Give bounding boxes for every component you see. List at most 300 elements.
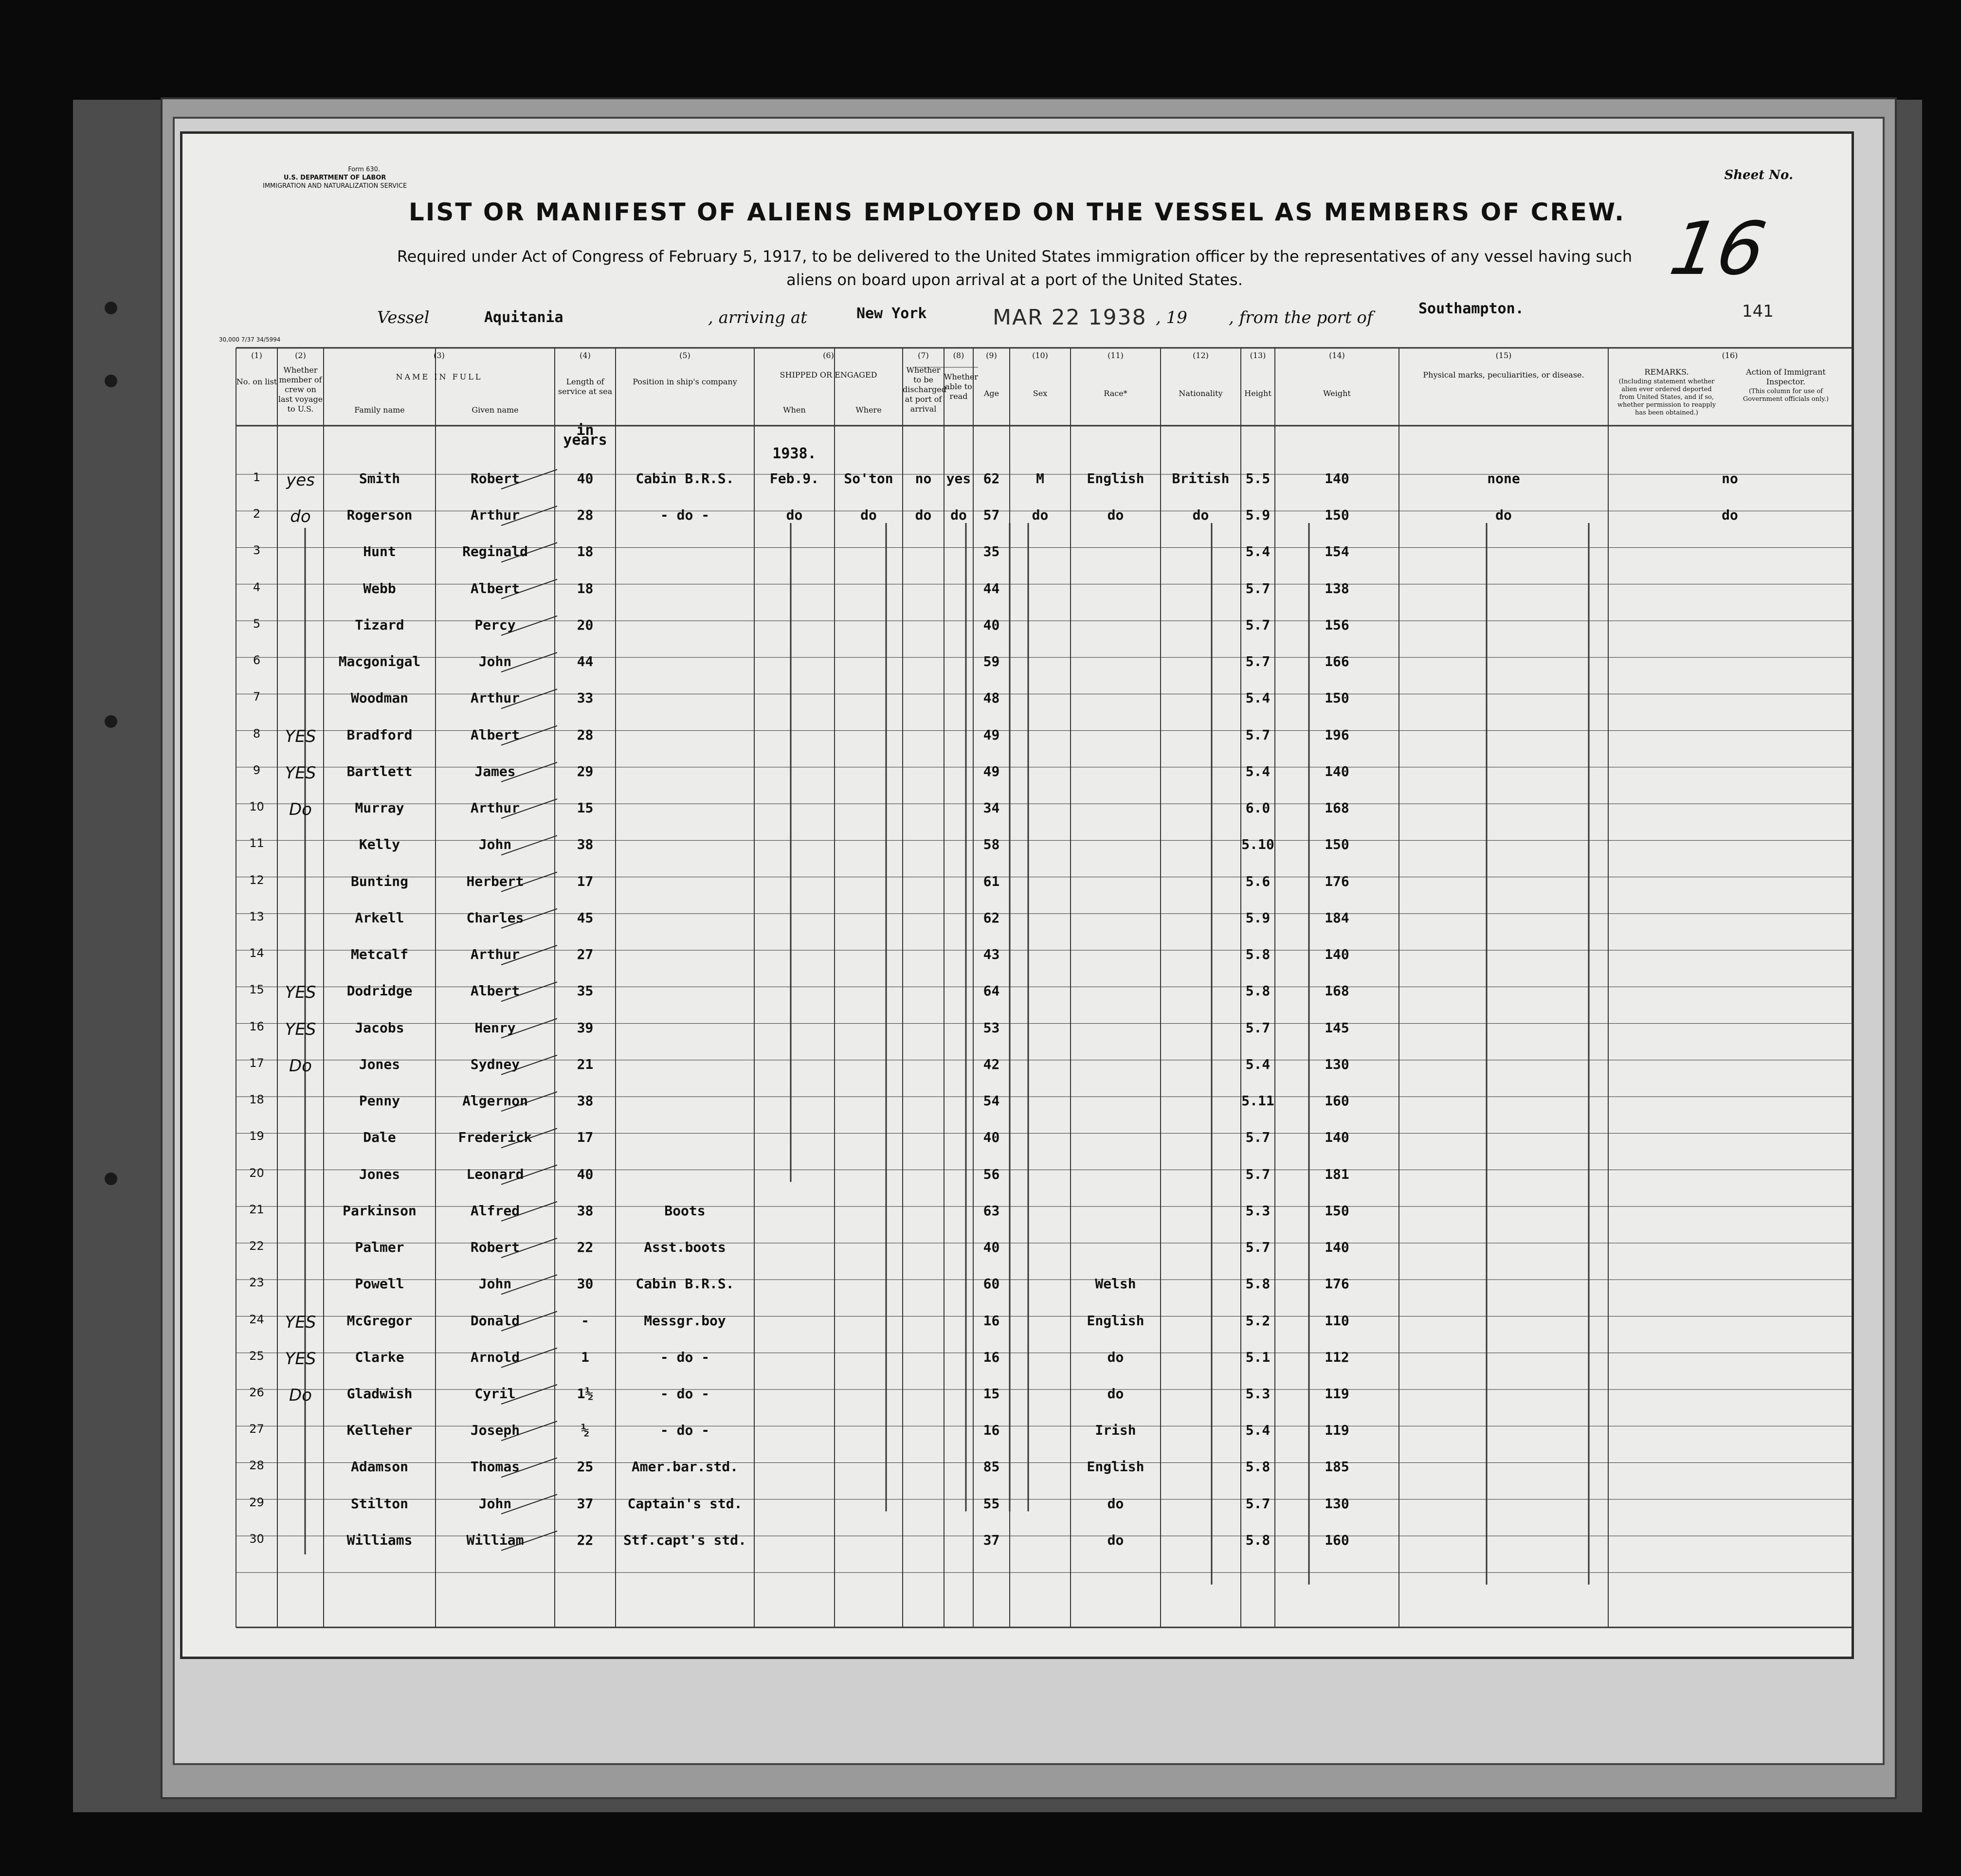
column-number: (7) <box>918 351 929 360</box>
row-number: 23 <box>249 1276 264 1290</box>
length-service-cell: 33 <box>577 690 594 706</box>
weight-cell: 112 <box>1325 1349 1349 1365</box>
weight-cell: 140 <box>1325 763 1349 779</box>
family-name-cell: Parkinson <box>343 1202 417 1219</box>
row-number: 7 <box>253 690 261 704</box>
given-name-cell: Algernon <box>462 1093 528 1109</box>
length-service-cell: 40 <box>577 470 594 487</box>
row-number: 17 <box>249 1056 264 1070</box>
length-service-cell: 1 <box>581 1349 589 1365</box>
vessel-label: Vessel <box>377 308 430 327</box>
weight-cell: 150 <box>1325 690 1349 706</box>
sheet-label: Sheet No. <box>1724 168 1793 182</box>
header-previous-voyage: Whether member of crew on last voyage to U.S. <box>278 365 323 414</box>
weight-cell: 140 <box>1325 1129 1349 1146</box>
weight-cell: 185 <box>1325 1459 1349 1475</box>
row-number: 15 <box>249 983 264 997</box>
year-entry: 1938. <box>772 445 817 462</box>
weight-cell: 166 <box>1325 653 1349 670</box>
race-cell: English <box>1087 1459 1144 1475</box>
previous-voyage-cell: YES <box>285 1312 316 1332</box>
family-name-cell: McGregor <box>346 1312 413 1329</box>
column-number: (2) <box>295 351 306 360</box>
header-weight: Weight <box>1323 389 1351 398</box>
length-service-cell: 30 <box>577 1276 594 1292</box>
length-service-cell: 22 <box>577 1532 594 1548</box>
height-cell: 5.9 <box>1245 507 1271 523</box>
previous-voyage-cell: YES <box>285 726 316 746</box>
height-cell: 5.7 <box>1245 1166 1271 1182</box>
family-name-cell: Hunt <box>363 543 396 560</box>
header-family-name: Family name <box>354 405 405 415</box>
length-service-cell: 20 <box>577 616 594 633</box>
weight-cell: 130 <box>1325 1495 1349 1512</box>
when-cell: do <box>786 507 803 523</box>
given-name-cell: Arthur <box>470 690 520 706</box>
physical-marks-cell: do <box>1495 507 1512 523</box>
family-name-cell: Bradford <box>346 726 413 743</box>
height-cell: 5.7 <box>1245 653 1271 670</box>
row-number: 27 <box>249 1422 264 1436</box>
row-number: 16 <box>249 1019 264 1033</box>
service-name: IMMIGRATION AND NATURALIZATION SERVICE <box>263 182 407 190</box>
length-service-cell: ½ <box>581 1422 589 1439</box>
weight-cell: 160 <box>1325 1532 1349 1548</box>
length-service-cell: 44 <box>577 653 594 670</box>
discharged-cell: no <box>915 470 932 487</box>
given-name-cell: Thomas <box>470 1459 520 1475</box>
given-name-cell: Arthur <box>470 800 520 816</box>
weight-cell: 168 <box>1325 983 1349 999</box>
header-action: Action of Immigrant Inspector. <box>1746 367 1826 386</box>
subtitle-line: Required under Act of Congress of February 5, 1917, to be delivered to the United States immigration officer by the representatives of any vessel having such <box>397 247 1633 266</box>
length-service-cell: 18 <box>577 543 594 560</box>
column-number: (16) <box>1722 351 1738 360</box>
row-number: 26 <box>249 1386 264 1399</box>
family-name-cell: Jones <box>359 1166 400 1182</box>
previous-voyage-cell: yes <box>286 470 315 490</box>
column-number: (13) <box>1250 351 1266 360</box>
family-name-cell: Dodridge <box>346 983 413 999</box>
race-cell: do <box>1107 1386 1124 1402</box>
remarks-cell: no <box>1722 470 1738 487</box>
age-cell: 56 <box>983 1166 1000 1182</box>
height-cell: 5.2 <box>1245 1312 1271 1329</box>
family-name-cell: Gladwish <box>346 1386 413 1402</box>
age-cell: 48 <box>983 690 1000 706</box>
position-cell: Stf.capt's std. <box>623 1532 746 1548</box>
column-number: (4) <box>580 351 591 360</box>
age-cell: 54 <box>983 1093 1000 1109</box>
weight-cell: 156 <box>1325 616 1349 633</box>
row-number: 21 <box>249 1202 264 1216</box>
height-cell: 5.1 <box>1245 1349 1271 1365</box>
subtitle-line: aliens on board upon arrival at a port of the United States. <box>786 271 1243 289</box>
given-name-cell: James <box>474 763 516 779</box>
position-cell: - do - <box>660 1349 710 1365</box>
position-cell: Boots <box>664 1202 706 1219</box>
height-cell: 5.3 <box>1245 1386 1271 1402</box>
length-service-cell: 38 <box>577 1093 594 1109</box>
race-cell: do <box>1107 507 1124 523</box>
age-cell: 55 <box>983 1495 1000 1512</box>
header-where: Where <box>855 405 882 415</box>
where-cell: So'ton <box>844 470 893 487</box>
given-name-cell: William <box>466 1532 524 1548</box>
length-service-cell: 45 <box>577 909 594 926</box>
length-service-cell: 38 <box>577 836 594 853</box>
position-cell: - do - <box>660 1422 710 1439</box>
age-cell: 61 <box>983 873 1000 889</box>
length-service-cell: 38 <box>577 1202 594 1219</box>
column-number: (3) <box>434 351 445 360</box>
given-name-cell: Cyril <box>474 1386 516 1402</box>
row-number: 30 <box>249 1532 264 1546</box>
column-number: (15) <box>1495 351 1512 360</box>
length-service-cell: - <box>581 1312 589 1329</box>
nationality-cell: British <box>1172 470 1230 487</box>
given-name-cell: Albert <box>470 726 520 743</box>
age-cell: 57 <box>983 507 1000 523</box>
family-name-cell: Jones <box>359 1056 400 1072</box>
length-service-cell: 28 <box>577 507 594 523</box>
family-name-cell: Powell <box>355 1276 404 1292</box>
header-sex: Sex <box>1033 389 1048 398</box>
given-name-cell: Arnold <box>470 1349 520 1365</box>
weight-cell: 110 <box>1325 1312 1349 1329</box>
family-name-cell: Williams <box>346 1532 413 1548</box>
length-service-cell: 37 <box>577 1495 594 1512</box>
age-cell: 49 <box>983 726 1000 743</box>
header-shipped-engaged: SHIPPED OR ENGAGED <box>780 370 877 379</box>
able-read-cell: do <box>950 507 967 523</box>
race-cell: English <box>1087 1312 1144 1329</box>
header-race: Race* <box>1104 389 1127 398</box>
header-in-years: in years <box>563 422 607 449</box>
race-cell: English <box>1087 470 1144 487</box>
age-cell: 44 <box>983 580 1000 596</box>
length-service-cell: 40 <box>577 1166 594 1182</box>
header-given-name: Given name <box>472 405 519 415</box>
given-name-cell: Percy <box>474 616 516 633</box>
position-cell: Cabin B.R.S. <box>636 1276 734 1292</box>
weight-cell: 150 <box>1325 1202 1349 1219</box>
age-cell: 64 <box>983 983 1000 999</box>
weight-cell: 168 <box>1325 800 1349 816</box>
age-cell: 42 <box>983 1056 1000 1072</box>
age-cell: 62 <box>983 909 1000 926</box>
family-name-cell: Jacobs <box>355 1019 404 1036</box>
height-cell: 5.4 <box>1245 763 1271 779</box>
length-service-cell: 29 <box>577 763 594 779</box>
column-number: (9) <box>986 351 997 360</box>
age-cell: 62 <box>983 470 1000 487</box>
department-name: U.S. DEPARTMENT OF LABOR <box>283 174 386 181</box>
age-cell: 16 <box>983 1422 1000 1439</box>
weight-cell: 140 <box>1325 1239 1349 1256</box>
height-cell: 5.9 <box>1245 909 1271 926</box>
row-number: 29 <box>249 1495 264 1509</box>
family-name-cell: Bunting <box>350 873 408 889</box>
header-height: Height <box>1244 389 1271 398</box>
row-number: 18 <box>249 1093 264 1107</box>
header-discharged: Whether to be discharged at port of arrival <box>903 365 946 414</box>
row-number: 14 <box>249 946 264 960</box>
family-name-cell: Dale <box>363 1129 396 1146</box>
header-position: Position in ship's company <box>633 377 737 386</box>
row-number: 9 <box>253 763 261 777</box>
family-name-cell: Murray <box>355 800 404 816</box>
age-cell: 40 <box>983 1239 1000 1256</box>
weight-cell: 119 <box>1325 1422 1349 1439</box>
height-cell: 5.4 <box>1245 690 1271 706</box>
given-name-cell: John <box>478 653 512 670</box>
age-cell: 37 <box>983 1532 1000 1548</box>
previous-voyage-cell: YES <box>285 1349 316 1369</box>
row-number: 5 <box>253 616 261 631</box>
column-number <box>1852 351 1854 361</box>
row-number: 3 <box>253 543 261 558</box>
given-name-cell: John <box>478 836 512 853</box>
age-cell: 58 <box>983 836 1000 853</box>
height-cell: 5.4 <box>1245 1056 1271 1072</box>
row-number: 2 <box>253 507 261 521</box>
age-cell: 34 <box>983 800 1000 816</box>
family-name-cell: Smith <box>359 470 400 487</box>
position-cell: Captain's std. <box>627 1495 743 1512</box>
family-name-cell: Tizard <box>355 616 404 633</box>
row-number: 8 <box>253 726 261 740</box>
race-cell: do <box>1107 1495 1124 1512</box>
weight-cell: 140 <box>1325 946 1349 963</box>
family-name-cell: Bartlett <box>346 763 413 779</box>
weight-cell: 130 <box>1325 1056 1349 1072</box>
age-cell: 85 <box>983 1459 1000 1475</box>
height-cell: 5.8 <box>1245 983 1271 999</box>
age-cell: 49 <box>983 763 1000 779</box>
length-service-cell: 18 <box>577 580 594 596</box>
header-no-on-list: No. on list <box>236 377 277 386</box>
row-number: 10 <box>249 800 264 814</box>
weight-cell: 140 <box>1325 470 1349 487</box>
height-cell: 5.6 <box>1245 873 1271 889</box>
family-name-cell: Clarke <box>355 1349 404 1365</box>
age-cell: 60 <box>983 1276 1000 1292</box>
arriving-label: , arriving at <box>708 308 807 327</box>
header-able-read: Whether able to read <box>944 372 979 401</box>
height-cell: 5.4 <box>1245 1422 1271 1439</box>
where-cell: do <box>860 507 877 523</box>
family-name-cell: Woodman <box>350 690 408 706</box>
height-cell: 5.8 <box>1245 1532 1271 1548</box>
weight-cell: 184 <box>1325 909 1349 926</box>
row-number: 22 <box>249 1239 264 1253</box>
previous-voyage-cell: Do <box>289 800 312 820</box>
page-number: 141 <box>1742 302 1774 321</box>
nationality-cell: do <box>1192 507 1209 523</box>
row-number: 25 <box>249 1349 264 1363</box>
height-cell: 5.8 <box>1245 1459 1271 1475</box>
weight-cell: 150 <box>1325 836 1349 853</box>
given-name-cell: Albert <box>470 983 520 999</box>
position-cell: Messgr.boy <box>644 1312 726 1329</box>
length-service-cell: 39 <box>577 1019 594 1036</box>
age-cell: 15 <box>983 1386 1000 1402</box>
position-cell: Amer.bar.std. <box>631 1459 739 1475</box>
weight-cell: 138 <box>1325 580 1349 596</box>
from-port-label: , from the port of <box>1229 308 1373 327</box>
position-cell: Asst.boots <box>644 1239 726 1256</box>
height-cell: 6.0 <box>1245 800 1271 816</box>
height-cell: 5.5 <box>1245 470 1271 487</box>
document-title: LIST OR MANIFEST OF ALIENS EMPLOYED ON THE VESSEL AS MEMBERS OF CREW. <box>408 198 1626 226</box>
height-cell: 5.8 <box>1245 1276 1271 1292</box>
age-cell: 40 <box>983 616 1000 633</box>
physical-marks-cell: none <box>1487 470 1520 487</box>
height-cell: 5.11 <box>1241 1093 1274 1109</box>
height-cell: 5.7 <box>1245 1239 1271 1256</box>
date-stamp: MAR 22 1938 <box>993 305 1147 330</box>
family-name-cell: Stilton <box>350 1495 408 1512</box>
family-name-cell: Penny <box>359 1093 400 1109</box>
row-number: 12 <box>249 873 264 887</box>
family-name-cell: Macgonigal <box>338 653 421 670</box>
previous-voyage-cell: YES <box>285 1019 316 1039</box>
height-cell: 5.10 <box>1241 836 1274 853</box>
weight-cell: 181 <box>1325 1166 1349 1182</box>
weight-cell: 119 <box>1325 1386 1349 1402</box>
given-name-cell: Leonard <box>466 1166 524 1182</box>
row-number: 24 <box>249 1312 264 1326</box>
family-name-cell: Kelleher <box>346 1422 413 1439</box>
position-cell: - do - <box>660 1386 710 1402</box>
position-cell: Cabin B.R.S. <box>636 470 734 487</box>
discharged-cell: do <box>915 507 932 523</box>
column-number: (10) <box>1032 351 1048 360</box>
age-cell: 40 <box>983 1129 1000 1146</box>
header-age: Age <box>983 389 999 398</box>
weight-cell: 150 <box>1325 507 1349 523</box>
given-name-cell: Arthur <box>470 946 520 963</box>
header-remarks: REMARKS. <box>1644 367 1689 377</box>
header-physical-marks: Physical marks, peculiarities, or disease. <box>1423 370 1584 379</box>
given-name-cell: Herbert <box>466 873 524 889</box>
given-name-cell: Henry <box>474 1019 516 1036</box>
column-number: (11) <box>1108 351 1124 360</box>
given-name-cell: Robert <box>470 470 520 487</box>
when-cell: Feb.9. <box>769 470 819 487</box>
length-service-cell: 28 <box>577 726 594 743</box>
family-name-cell: Palmer <box>355 1239 404 1256</box>
family-name-cell: Arkell <box>355 909 404 926</box>
height-cell: 5.7 <box>1245 726 1271 743</box>
race-cell: do <box>1107 1532 1124 1548</box>
race-cell: Welsh <box>1095 1276 1136 1292</box>
column-number: (14) <box>1329 351 1345 360</box>
length-service-cell: 22 <box>577 1239 594 1256</box>
length-service-cell: 17 <box>577 1129 594 1146</box>
header-action-note: (This column for use of Government officials only.) <box>1743 388 1829 403</box>
weight-cell: 160 <box>1325 1093 1349 1109</box>
age-cell: 63 <box>983 1202 1000 1219</box>
given-name-cell: Arthur <box>470 507 520 523</box>
row-number: 1 <box>253 470 261 484</box>
given-name-cell: Joseph <box>470 1422 520 1439</box>
length-service-cell: 25 <box>577 1459 594 1475</box>
header-name-in-full: NAME IN FULL <box>396 372 483 381</box>
height-cell: 5.7 <box>1245 616 1271 633</box>
length-service-cell: 1½ <box>577 1386 594 1402</box>
column-number: (8) <box>953 351 964 360</box>
column-number: (5) <box>679 351 690 360</box>
length-service-cell: 17 <box>577 873 594 889</box>
given-name-cell: John <box>478 1495 512 1512</box>
weight-cell: 145 <box>1325 1019 1349 1036</box>
age-cell: 35 <box>983 543 1000 560</box>
print-code: 30,000 7/37 34/5994 <box>219 336 281 343</box>
weight-cell: 176 <box>1325 873 1349 889</box>
given-name-cell: Sydney <box>470 1056 520 1072</box>
form-number: Form 630. <box>348 166 381 173</box>
age-cell: 59 <box>983 653 1000 670</box>
header-remarks-note: (Including statement whether alien ever ordered deported from United States, and if so, whether permission to reapply has been obtained.) <box>1617 378 1716 416</box>
given-name-cell: Alfred <box>470 1202 520 1219</box>
given-name-cell: Reginald <box>462 543 528 560</box>
weight-cell: 196 <box>1325 726 1349 743</box>
handwritten-sheet-number: 16 <box>1664 207 1772 291</box>
family-name-cell: Adamson <box>350 1459 408 1475</box>
race-cell: do <box>1107 1349 1124 1365</box>
previous-voyage-cell: do <box>290 507 311 527</box>
column-number: (12) <box>1193 351 1209 360</box>
given-name-cell: Charles <box>466 909 524 926</box>
able-read-cell: yes <box>946 470 971 487</box>
remarks-cell: do <box>1722 507 1738 523</box>
header-when: When <box>783 405 806 415</box>
age-cell: 16 <box>983 1312 1000 1329</box>
previous-voyage-cell: Do <box>289 1056 312 1076</box>
row-number: 28 <box>249 1459 264 1473</box>
header-nationality: Nationality <box>1179 389 1223 398</box>
sex-cell: M <box>1036 470 1044 487</box>
length-service-cell: 27 <box>577 946 594 963</box>
height-cell: 5.3 <box>1245 1202 1271 1219</box>
given-name-cell: Donald <box>470 1312 520 1329</box>
length-service-cell: 35 <box>577 983 594 999</box>
weight-cell: 154 <box>1325 543 1349 560</box>
previous-voyage-cell: Do <box>289 1386 312 1405</box>
row-number: 19 <box>249 1129 264 1143</box>
given-name-cell: Frederick <box>458 1129 532 1146</box>
length-service-cell: 21 <box>577 1056 594 1072</box>
age-cell: 16 <box>983 1349 1000 1365</box>
column-number: (1) <box>251 351 262 360</box>
family-name-cell: Kelly <box>359 836 400 853</box>
vessel-name: Aquitania <box>484 309 563 326</box>
given-name-cell: Robert <box>470 1239 520 1256</box>
given-name-cell: Albert <box>470 580 520 596</box>
arrival-port: New York <box>856 305 927 322</box>
height-cell: 5.7 <box>1245 1495 1271 1512</box>
age-cell: 43 <box>983 946 1000 963</box>
family-name-cell: Rogerson <box>346 507 413 523</box>
row-number: 13 <box>249 909 264 923</box>
weight-cell: 176 <box>1325 1276 1349 1292</box>
year-prefix: , 19 <box>1156 308 1187 327</box>
given-name-cell: John <box>478 1276 512 1292</box>
sex-cell: do <box>1032 507 1049 523</box>
previous-voyage-cell: YES <box>285 983 316 1003</box>
